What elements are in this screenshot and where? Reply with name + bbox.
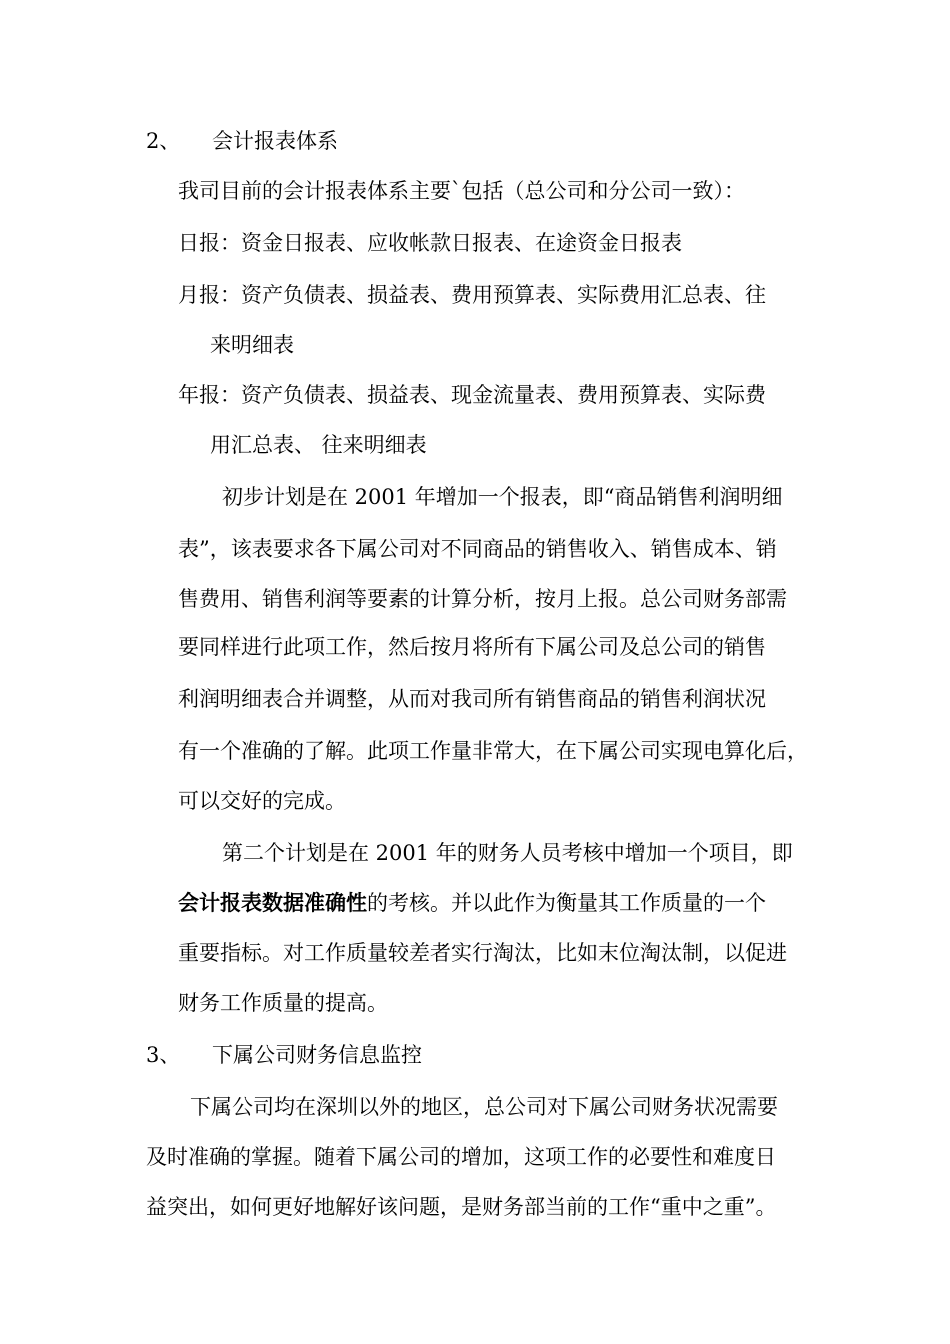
para3-line: 益突出，如何更好地解好该问题，是财务部当前的工作“重中之重”。	[146, 1195, 777, 1219]
plan1-line: 利润明细表合并调整，从而对我司所有销售商品的销售利润状况	[178, 687, 766, 711]
section-3-number: 3、	[146, 1043, 181, 1067]
monthly-report-line-1: 月报：资产负债表、损益表、费用预算表、实际费用汇总表、往	[178, 283, 766, 307]
section-2-heading	[146, 128, 338, 154]
plan2-line-2-rest: 的考核。并以此作为衡量其工作质量的一个	[367, 891, 766, 915]
plan1-line: 有一个准确的了解。此项工作量非常大，在下属公司实现电算化后，	[178, 739, 808, 763]
section-2-number: 2、	[146, 129, 181, 153]
plan2-line-1: 第二个计划是在 2001 年的财务人员考核中增加一个项目，即	[222, 841, 793, 865]
plan1-line: 售费用、销售利润等要素的计算分析，按月上报。总公司财务部需	[178, 587, 787, 611]
plan2-line-4: 财务工作质量的提高。	[178, 991, 388, 1015]
plan1-line: 可以交好的完成。	[178, 789, 346, 813]
section-3-title: 下属公司财务信息监控	[212, 1043, 422, 1067]
plan1-line: 初步计划是在 2001 年增加一个报表，即“商品销售利润明细	[222, 485, 783, 509]
plan2-line-2	[178, 890, 766, 916]
monthly-report-line-2: 来明细表	[210, 333, 294, 357]
intro-line: 我司目前的会计报表体系主要`包括（总公司和分公司一致）：	[178, 179, 745, 203]
yearly-report-line-2: 用汇总表、 往来明细表	[210, 433, 427, 457]
section-3-heading	[146, 1042, 422, 1068]
daily-report-line: 日报：资金日报表、应收帐款日报表、在途资金日报表	[178, 231, 682, 255]
plan2-line-3: 重要指标。对工作质量较差者实行淘汰，比如末位淘汰制，以促进	[178, 941, 787, 965]
section-2-title: 会计报表体系	[212, 129, 338, 153]
plan1-line: 表”，该表要求各下属公司对不同商品的销售收入、销售成本、销	[178, 537, 777, 561]
para3-line: 及时准确的掌握。随着下属公司的增加，这项工作的必要性和难度日	[146, 1145, 776, 1169]
yearly-report-line-1: 年报：资产负债表、损益表、现金流量表、费用预算表、实际费	[178, 383, 766, 407]
plan1-line: 要同样进行此项工作，然后按月将所有下属公司及总公司的销售	[178, 635, 766, 659]
accuracy-emphasis: 会计报表数据准确性	[178, 890, 367, 915]
para3-line: 下属公司均在深圳以外的地区，总公司对下属公司财务状况需要	[190, 1095, 778, 1119]
